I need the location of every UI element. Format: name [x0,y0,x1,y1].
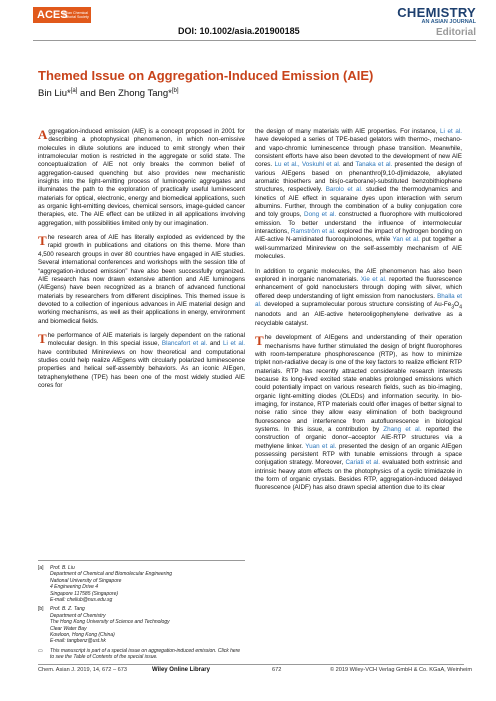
affiliation-key: [b] [38,606,44,613]
paragraph [38,332,245,390]
affiliation-email[interactable]: E-mail: cheliub@nus.edu.sg [50,597,113,604]
affiliation-line: 4 Engineering Drive 4 [50,584,99,591]
drop-cap: T [38,233,47,249]
left-column [38,128,245,396]
reference-link[interactable]: Yuan et al. [305,442,337,450]
footer-citation: Chem. Asian J. 2019, 14, 672 – 673 [38,667,127,673]
paragraph-text: evaluated both extrinsic and intrinsic heavy atom effects on the photophysics of a cyclic trimidazole in the form of organic crystals. Besides RTP, aggregation-induced delayed fluorescence (AIDF) has also drawn special attention due to its clear [255,459,462,492]
article-type: Editorial [435,26,476,38]
paragraph-text: have developed a series of TPE-based gelators with thermo-, mechano- and vapo-chromic luminescence through phase transition. Meanwhile, consistent efforts have also been devoted to the development of new AIE cores. [255,136,462,169]
paragraph-text: have contributed Minireviews on how theoretical and computational studies could help realize AIEgens with circularly polarized luminescence properties and helical self-assembly behaviors. As an iconic AIEgen, tetraphenylethene (TPE) has been one of the most widely studied AIE cores for [38,348,245,389]
affiliation-a [38,565,245,603]
affiliation-line: Department of Chemical and Biomolecular Engineering [50,571,173,578]
aces-logo [33,7,91,23]
paragraph [255,268,462,329]
author-tang-affil: [b] [171,88,179,94]
wiley-online-library-link[interactable]: Wiley Online Library [152,667,210,673]
header-divider [33,40,476,41]
page-number: 672 [272,667,282,673]
reference-link[interactable]: Ramström et al. [290,228,336,236]
paragraph [255,334,462,493]
affiliation-line: Department of Chemistry [50,612,106,619]
aces-logo-subtitle: Asian Chemical Editorial Society [63,11,89,19]
author-tang: Ben Zhong Tang* [98,88,172,100]
author-and: and [77,88,99,100]
paragraph-text: and [340,161,356,169]
affiliation-line: The Hong Kong University of Science and Technology [50,619,170,626]
affiliation-line: Clear Water Bay [50,625,87,632]
paragraph-text: he research area of AIE has literally exploded as evidenced by the rapid growth in publications and citations on this theme. More than 4,500 research groups in over 80 countries have engaged in AIE studies. Several international conferences and workshops with the session title of “aggregation-induced emission” have also been successfully organized. AIE research has now drawn extensive attention and AIE luminogens (AIEgens) have been recognized as a branch of advanced functional materials by researchers from different disciplines. This themed issue is devoted to a collection of ingenious advances in AIE material design and working mechanisms, as well as their applications in energy, environment and biomedical fields. [38,234,245,325]
journal-name: CHEMISTRY [397,5,476,20]
reference-link[interactable]: Li et al. [223,340,245,348]
paragraph-text: put together a well-summarized Minireview on the self-assembly mechanism of AIE molecules. [255,236,462,261]
author-liu: Bin Liu* [38,88,71,100]
affiliation-line: Prof. B. Z. Tang [50,606,85,613]
subscript: 4 [459,304,462,311]
affiliation-b [38,606,245,644]
reference-link[interactable]: Yan et al. [392,236,420,244]
paragraph-text: O [454,300,460,308]
drop-cap: T [255,333,264,349]
reference-link[interactable]: Li et al. [439,128,462,135]
paragraph-text: developed a supramolecular porous structure consisting of Au-Fe [261,300,452,308]
reference-link[interactable]: Xie et al. [360,275,387,283]
paragraph [38,128,245,228]
paragraph-text: presented the design of various AIEgens based on phenanthro[9,10-d]imidazole, alkylated aromatic thioethers and bis(o-carborane)-substituted benzobithiophene structures, respectively. [255,161,462,194]
reference-link[interactable]: Dong et al. [304,211,337,219]
affiliation-line: Prof. B. Liu [50,565,75,571]
paragraph-text: reported the construction of organic donor–acceptor AIE-RTP structures via a methylene linker. [255,425,462,450]
affiliations [38,560,245,661]
paragraph-text: nanodots and an AIE-active heterooligophenylene derivative as a recyclable catalyst. [255,311,462,327]
drop-cap: A [38,127,48,142]
footer-copyright: © 2019 Wiley-VCH Verlag GmbH & Co. KGaA, Weinheim [330,667,473,673]
paragraph-text: the design of many materials with AIE properties. For instance, [255,128,440,135]
journal-masthead [397,6,476,38]
right-column [255,128,462,499]
affiliation-line: National University of Singapore [50,577,122,584]
doi-link[interactable]: DOI: 10.1002/asia.201900185 [178,26,300,36]
reference-link[interactable]: Tanaka et al. [355,161,393,169]
author-liu-affil: [a] [70,88,78,94]
special-issue-note[interactable] [38,648,245,661]
aces-logo-text: ACES [37,9,68,21]
affiliation-email[interactable]: E-mail: tangbenz@ust.hk [50,638,106,645]
paragraph-text: In addition to organic molecules, the AIE phenomenon has also been explored in inorganic nanomaterials. [255,267,462,283]
paragraph-text: ggregation-induced emission (AIE) is a concept proposed in 2001 for describing a photophysical phenomenon, in which non-emissive molecules in dilute solutions are induced to emit strongly when their intramolecular motion is restricted in the aggregate or solid state. The conceptualization of AIE not only breaks the common belief of aggregation-caused quenching but also provides new mechanistic insights into the light-emitting process of luminogenic aggregates and illuminates the path to the exploration of practically useful luminescent materials for optical, electronic, energy and biomedical applications, such as organic light-emitting devices, chemical sensors, image-guided cancer therapies, etc. The AIE effect can be utilized in all applications involving aggregation, with possibilities limited only by our imagination. [38,128,245,227]
paragraph-text: presented the design of an organic AIEgen possessing persistent RTP with tunable emissions through a space conjugation strategy. Moreover, [255,442,462,467]
paragraph-text: and [207,340,224,348]
paragraph [255,128,462,262]
special-issue-note-text[interactable]: This manuscript is part of a special issue on aggregation-induced emission. Click here to see the Table of Contents of the special issue. [50,647,241,661]
document-icon: ▭ [38,647,43,654]
article-title: Themed Issue on Aggregation-Induced Emission (AIE) [38,68,374,83]
affiliation-key: [a] [38,565,44,571]
paragraph [38,234,245,326]
reference-link[interactable]: Blancafort et al. [161,340,208,348]
reference-link[interactable]: Cariati et al. [345,459,381,467]
paragraph-text: he development of AIEgens and understanding of their operation mechanisms have further stimulated the design of bright fluorophores with room-temperature phosphorescence (RTP), as how to minimize triplet non-radiative decay is one of the key factors to realize efficient RTP materials. RTP has recently attracted considerable research interests because its long-lived excited state enables prolonged emissions which could potentially impact on various research fields, such as bio-imaging, organic light-emitting diodes (OLEDs) and information security. In bio-imaging, for instance, RTP materials could offer images of better signal to noise ratio since they allow easy elimination of both background fluorescence and interference from autofluorescence in biological systems. In this issue, a contribution by [255,334,462,433]
affiliation-line: Singapore 117585 (Singapore) [50,590,119,597]
reference-link[interactable]: Lu et al., Voskuhl et al. [274,161,341,169]
journal-subtitle: AN ASIAN JOURNAL [421,19,476,25]
paragraph-text: reported the fluorescence enhancement of gold nanoclusters through doping with silver, which offered deep understanding of light emission from nanoclusters. [255,275,462,300]
affiliation-line: Kowloon, Hong Kong (China) [50,632,115,639]
reference-link[interactable]: Bhalla et al. [255,292,462,308]
paragraph-text: he performance of AIE materials is largely dependent on the rational molecular design. In this special issue, [47,331,245,348]
paragraph-text: explored the impact of hydrogen bonding on AIE-active N-amidinated fluoroquinolones, while [255,228,462,244]
drop-cap: T [38,330,47,346]
reference-link[interactable]: Zhang et al. [383,425,422,433]
footer-divider [38,664,464,665]
reference-link[interactable]: Barolo et al. [325,186,363,194]
paragraph-text: studied the thermodynamics and kinetics of AIE effect in squaraine dyes upon interaction with serum albumins. Further, through the combination of a bulky conjugation core and toly groups, [255,186,462,219]
subscript: 3 [451,304,455,311]
author-line [38,88,178,99]
paragraph-text: constructed a fluorophore with multicolored emission. To better understand the influence of intermolecular interactions, [255,211,462,236]
